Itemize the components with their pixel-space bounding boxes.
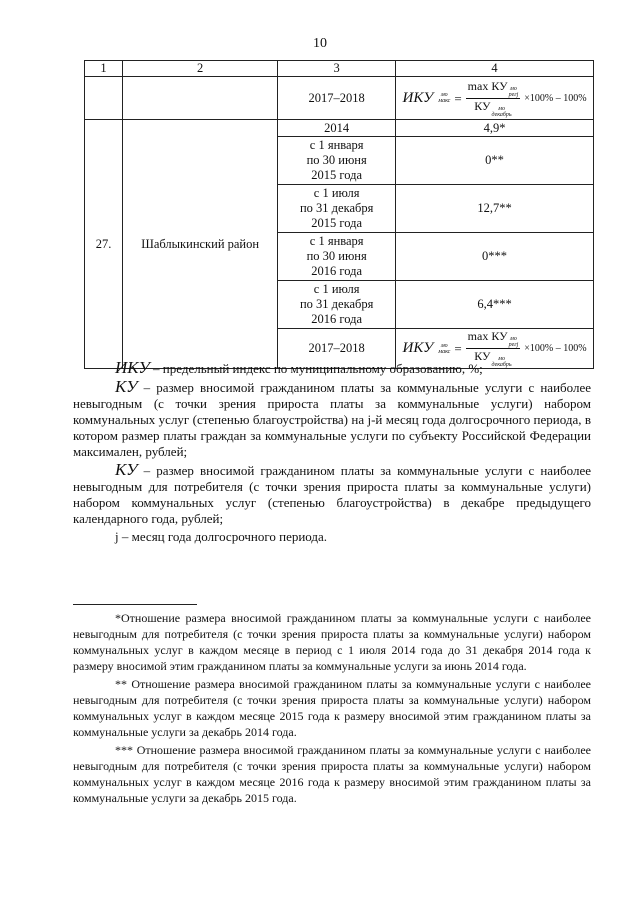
header-cell: 3 bbox=[278, 61, 396, 77]
header-cell: 2 bbox=[123, 61, 278, 77]
formula-lhs: ИКУ bbox=[402, 89, 434, 106]
formula-numerator: max КУ bbox=[467, 329, 508, 343]
table-header-row bbox=[85, 61, 594, 77]
value-cell: 0*** bbox=[396, 233, 594, 281]
formula-den-sup: мо bbox=[498, 356, 505, 362]
period-cell: с 1 июля по 31 декабря 2015 года bbox=[278, 185, 396, 233]
value-cell: 6,4*** bbox=[396, 281, 594, 329]
formula-tail: ×100% – 100% bbox=[524, 343, 587, 354]
formula-equals: = bbox=[454, 90, 462, 106]
value-cell: 0** bbox=[396, 137, 594, 185]
page-number: 10 bbox=[313, 36, 327, 51]
footnote-divider bbox=[73, 604, 197, 605]
formula-numerator: max КУ bbox=[467, 78, 508, 93]
empty-cell bbox=[123, 77, 278, 120]
period-cell: 2017–2018 bbox=[278, 329, 396, 369]
formula-num-sub: регj bbox=[508, 342, 519, 348]
value-cell: 12,7** bbox=[396, 185, 594, 233]
formula-sup: мо bbox=[440, 92, 448, 98]
formula-fraction bbox=[466, 79, 521, 118]
period-cell: с 1 января по 30 июня 2016 года bbox=[278, 233, 396, 281]
empty-cell bbox=[85, 77, 123, 120]
index-formula bbox=[403, 79, 587, 118]
table-row bbox=[85, 120, 594, 137]
tariff-index-table bbox=[84, 60, 594, 369]
formula-sup: мо bbox=[440, 342, 448, 349]
definition-text: – предельный индекс по муниципальному образованию, %; bbox=[149, 361, 483, 376]
formula-equals: = bbox=[454, 341, 462, 356]
formula-den-sub: декабрь bbox=[491, 362, 512, 368]
definition-symbol: КУ bbox=[115, 460, 138, 479]
formula-num-sup: мо bbox=[509, 336, 517, 342]
formula-tail: ×100% – 100% bbox=[524, 92, 587, 104]
period-cell: с 1 января по 30 июня 2015 года bbox=[278, 137, 396, 185]
definition-ku-december bbox=[73, 462, 591, 527]
formula-sub: макс bbox=[438, 98, 451, 104]
definition-symbol: ИКУ bbox=[115, 358, 150, 377]
formula-sub: макс bbox=[438, 348, 451, 355]
row-number-cell: 27. bbox=[85, 120, 123, 369]
table-row bbox=[85, 77, 594, 120]
period-cell: 2014 bbox=[278, 120, 396, 137]
formula-denominator: КУ bbox=[474, 349, 491, 363]
formula-den-sup: мо bbox=[498, 105, 505, 112]
period-cell: 2017–2018 bbox=[278, 77, 396, 120]
value-cell: 4,9* bbox=[396, 120, 594, 137]
definition-symbol: КУ bbox=[115, 377, 138, 396]
formula-cell bbox=[396, 77, 594, 120]
definition-ku-reg bbox=[73, 379, 591, 460]
period-cell: с 1 июля по 31 декабря 2016 года bbox=[278, 281, 396, 329]
formula-num-sub: регj bbox=[508, 91, 519, 98]
footnote: *Отношение размера вносимой гражданином платы за коммунальные услуги с наиболее невыгодным для потребителя (с точки зрения прироста платы за коммунальные услуги) набором коммунальных услуг в каждом месяце в период с 1 июля 2014 года до 31 декабря 2014 года к размеру вносимой этим гражданином платы за коммунальные услуги за июнь 2014 года. bbox=[73, 611, 591, 673]
formula-lhs: ИКУ bbox=[402, 340, 434, 356]
header-cell: 4 bbox=[396, 61, 594, 77]
footnote: ** Отношение размера вносимой гражданином платы за коммунальные услуги с наиболее невыгодным для потребителя (с точки зрения прироста платы за коммунальные услуги) набором коммунальных услуг в каждом месяце 2015 года к размеру вносимой этим гражданином платы за коммунальные услуги за декабрь 2014 года. bbox=[73, 677, 591, 739]
definitions-section bbox=[73, 360, 591, 547]
footnote: *** Отношение размера вносимой гражданином платы за коммунальные услуги с наиболее невыгодным для потребителя (с точки зрения прироста платы за коммунальные услуги) набором коммунальных услуг в каждом месяце 2016 года к размеру вносимой этим гражданином платы за коммунальные услуги за декабрь 2015 года. bbox=[73, 743, 591, 805]
region-cell: Шаблыкинский район bbox=[123, 120, 278, 369]
footnotes-section bbox=[73, 610, 591, 808]
definition-j: j – месяц года долгосрочного периода. bbox=[115, 529, 328, 544]
definition-text: – размер вносимой гражданином платы за коммунальные услуги с наиболее невыгодным (с точки зрения прироста платы за коммунальные услуги) набором коммунальных услуг (степенью благоустройства) на j-й месяц года долгосрочного периода, в котором размер платы граждан за коммунальные услуги по субъекту Российской Федерации максимален, рублей; bbox=[73, 380, 591, 459]
formula-num-sup: мо bbox=[509, 85, 517, 92]
definition-text: – размер вносимой гражданином платы за коммунальные услуги с наиболее невыгодным для потребителя (с точки зрения прироста платы за коммунальные услуги) набором коммунальных услуг (степенью благоустройства) в декабре предыдущего календарного года, рублей; bbox=[73, 463, 591, 526]
header-cell: 1 bbox=[85, 61, 123, 77]
definition-ikumax bbox=[73, 360, 591, 377]
formula-denominator: КУ bbox=[474, 98, 491, 113]
formula-den-sub: декабрь bbox=[491, 111, 512, 118]
